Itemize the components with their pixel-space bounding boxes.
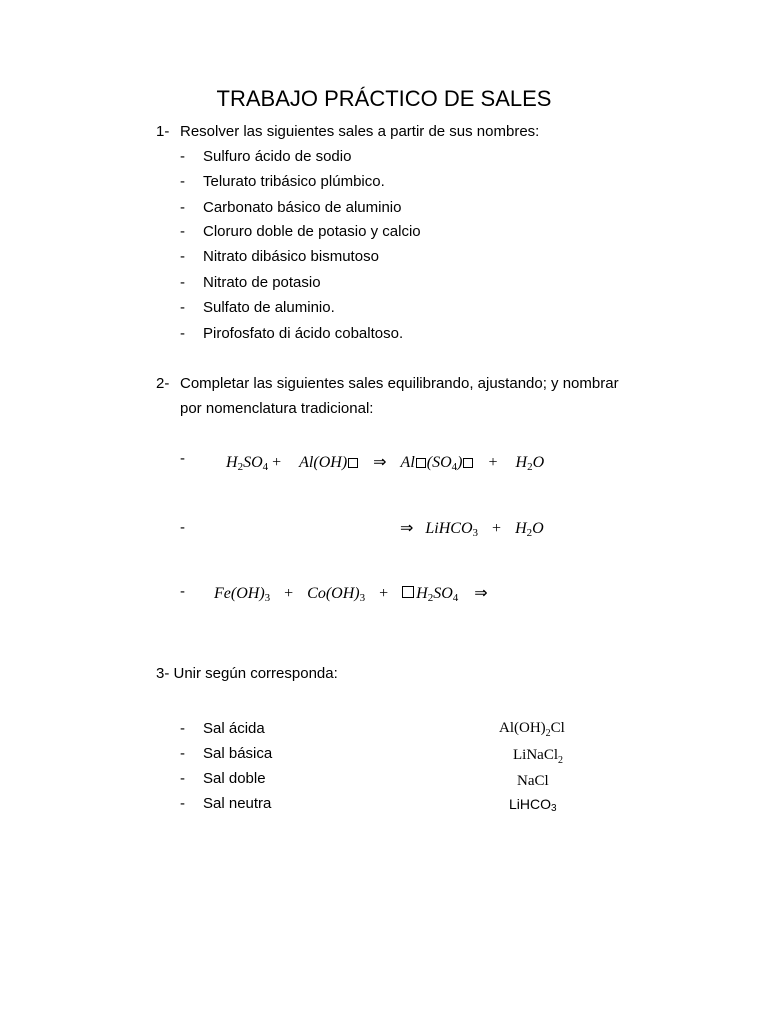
page-title: TRABAJO PRÁCTICO DE SALES <box>216 86 552 111</box>
q1-item-2: Telurato tribásico plúmbico. <box>203 173 385 190</box>
q1-item-5: Nitrato dibásico bismutoso <box>203 248 379 265</box>
q3-item-2: Sal básica <box>203 745 273 762</box>
eq2-bullet: - <box>180 519 185 536</box>
q1-item-7: Sulfato de aluminio. <box>203 299 335 316</box>
q1-item-8: Pirofosfato di ácido cobaltoso. <box>203 325 404 342</box>
q1-number: 1- <box>156 123 170 140</box>
q1-bullet: - <box>180 274 185 291</box>
formula-3: NaCl <box>517 773 549 789</box>
q2-number: 2- <box>156 375 170 392</box>
q3-bullet: - <box>180 745 185 762</box>
q1-bullet: - <box>180 248 185 265</box>
q1-bullet: - <box>180 148 185 165</box>
q3-item-4: Sal neutra <box>203 795 272 812</box>
q3-bullet: - <box>180 795 185 812</box>
equation-2: ⇒ LiHCO$_3$ + $H_2O$ <box>400 520 544 539</box>
blank-box <box>463 458 473 468</box>
q1-bullet: - <box>180 199 185 216</box>
q3-item-1: Sal ácida <box>203 720 265 737</box>
q1-item-3: Carbonato básico de aluminio <box>203 199 402 216</box>
q1-text: Resolver las siguientes sales a partir de sus nombres: <box>180 123 540 140</box>
q3-item-3: Sal doble <box>203 770 266 787</box>
blank-box <box>416 458 426 468</box>
formula-4: LiHCO$_3$ <box>509 796 557 814</box>
formula-1: $Al(OH)_2Cl$ <box>499 720 565 739</box>
q2-text-line1: Completar las siguientes sales equilibrando, ajustando; y nombrar <box>180 375 619 392</box>
q1-bullet: - <box>180 173 185 190</box>
q1-item-6: Nitrato de potasio <box>203 274 321 291</box>
q1-item-4: Cloruro doble de potasio y calcio <box>203 223 421 240</box>
equation-1: $H_2SO_4 + Al(OH)$ ⇒ Al $(SO_4) + H_2O$ <box>226 454 545 473</box>
q1-item-1: Sulfuro ácido de sodio <box>203 148 352 165</box>
q1-bullet: - <box>180 325 185 342</box>
q1-bullet: - <box>180 299 185 316</box>
equation-3: $Fe(OH)_3 + Co(OH)_3 + H_2SO_4$ ⇒ <box>214 585 488 604</box>
q2-text-line2: por nomenclatura tradicional: <box>180 400 374 417</box>
q3-bullet: - <box>180 770 185 787</box>
q1-bullet: - <box>180 223 185 240</box>
eq3-bullet: - <box>180 583 185 600</box>
eq1-bullet: - <box>180 450 185 467</box>
q3-bullet: - <box>180 720 185 737</box>
q3-heading: 3- Unir según corresponda: <box>156 665 338 682</box>
formula-2: LiNaCl$_2$ <box>513 747 563 766</box>
blank-box <box>402 586 414 598</box>
blank-box <box>348 458 358 468</box>
